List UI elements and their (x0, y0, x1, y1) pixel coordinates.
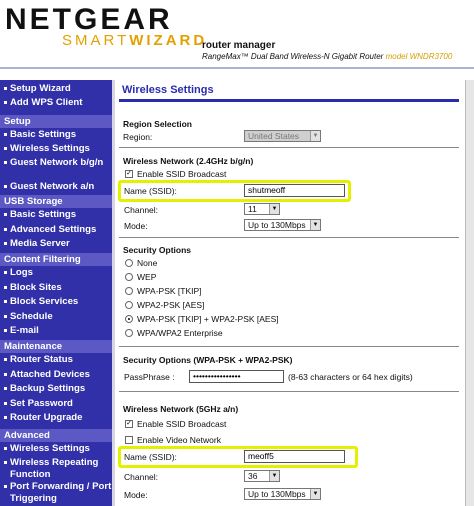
divider (119, 346, 459, 347)
security-wpa2-aes-label: WPA2-PSK [AES] (137, 300, 205, 310)
divider (119, 147, 459, 148)
wn24-mode-select[interactable] (244, 219, 321, 231)
sidebar-item-basic-settings[interactable]: Basic Settings (0, 209, 112, 221)
sidebar-item-router-status[interactable]: Router Status (0, 354, 112, 366)
security-none-radio[interactable] (125, 259, 133, 267)
security-wep-label: WEP (137, 272, 157, 282)
wn24-mode-label: Mode: (124, 221, 148, 231)
wn24-ssid-broadcast-label: Enable SSID Broadcast (137, 169, 227, 179)
wn24-channel-value: 11 (248, 204, 257, 214)
wn24-channel-label: Channel: (124, 205, 159, 215)
sidebar-item-schedule[interactable]: Schedule (0, 311, 112, 323)
sidebar-item-logs[interactable]: Logs (0, 267, 112, 279)
security-wpa-wpa2-label: WPA-PSK [TKIP] + WPA2-PSK [AES] (137, 314, 279, 324)
wn5-ssid-input[interactable]: meoff5 (244, 450, 345, 463)
main-scrollbar[interactable] (465, 80, 474, 506)
sidebar-item-block-services[interactable]: Block Services (0, 296, 112, 308)
sidebar-item-backup-settings[interactable]: Backup Settings (0, 383, 112, 395)
wizard-text: WIZARD (129, 32, 208, 49)
chevron-down-icon: ▼ (310, 489, 320, 499)
main-panel (117, 80, 474, 506)
wn5-video-network-label: Enable Video Network (137, 435, 221, 445)
wn5-heading: Wireless Network (5GHz a/n) (123, 404, 239, 414)
wn5-mode-label: Mode: (124, 490, 148, 500)
security-wpa-tkip-label: WPA-PSK [TKIP] (137, 286, 202, 296)
chevron-down-icon: ▼ (310, 131, 320, 141)
header-divider (0, 67, 474, 69)
sidebar-item-wireless-repeating-function[interactable]: Wireless Repeating Function (0, 457, 112, 481)
passphrase-input[interactable]: •••••••••••••••• (189, 370, 284, 383)
wn24-channel-select[interactable] (244, 203, 280, 215)
region-label: Region: (123, 132, 153, 142)
wn5-channel-select[interactable] (244, 470, 280, 482)
chevron-down-icon: ▼ (310, 220, 320, 230)
security-none-label: None (137, 258, 158, 268)
header (0, 0, 474, 80)
wn24-ssid-label: Name (SSID): (124, 186, 177, 196)
sidebar-item-media-server[interactable]: Media Server (0, 238, 112, 250)
wn5-channel-label: Channel: (124, 472, 159, 482)
subtitle-text: RangeMax™ Dual Band Wireless-N Gigabit Router (202, 52, 384, 61)
sidebar-item-wireless-settings[interactable]: Wireless Settings (0, 143, 112, 155)
title-divider (119, 99, 459, 102)
smartwizard-logo (62, 33, 207, 49)
sidebar-item-router-upgrade[interactable]: Router Upgrade (0, 412, 112, 424)
sidebar-item-attached-devices[interactable]: Attached Devices (0, 369, 112, 381)
divider (119, 391, 459, 392)
sidebar-item-guest-network-b-g-n[interactable]: Guest Network b/g/n (0, 157, 112, 169)
product-name: router manager (202, 40, 276, 51)
wn24-ssid-input[interactable]: shutmeoff (244, 184, 345, 197)
sidebar-item-basic-settings[interactable]: Basic Settings (0, 129, 112, 141)
chevron-down-icon: ▼ (269, 204, 279, 214)
sidebar-section-usb-storage: USB Storage (0, 195, 112, 208)
wn24-heading: Wireless Network (2.4GHz b/g/n) (123, 156, 254, 166)
sidebar-item-wireless-settings[interactable]: Wireless Settings (0, 443, 112, 455)
wn5-ssid-broadcast-label: Enable SSID Broadcast (137, 419, 227, 429)
divider (119, 237, 459, 238)
wn24-mode-value: Up to 130Mbps (248, 220, 306, 230)
security-wpa-tkip-radio[interactable] (125, 287, 133, 295)
security-psk-heading: Security Options (WPA-PSK + WPA2-PSK) (123, 355, 293, 365)
sidebar-item-block-sites[interactable]: Block Sites (0, 282, 112, 294)
smart-text: SMART (62, 32, 130, 49)
wn5-mode-select[interactable] (244, 488, 321, 500)
region-select-value: United States (248, 131, 300, 141)
security-wpa2-aes-radio[interactable] (125, 301, 133, 309)
sidebar-item-add-wps-client[interactable]: Add WPS Client (0, 97, 112, 109)
wn5-mode-value: Up to 130Mbps (248, 489, 306, 499)
security-heading: Security Options (123, 245, 192, 255)
passphrase-label: PassPhrase : (124, 372, 175, 382)
sidebar-item-guest-network-a-n[interactable]: Guest Network a/n (0, 181, 112, 193)
security-enterprise-label: WPA/WPA2 Enterprise (137, 328, 223, 338)
sidebar-item-set-password[interactable]: Set Password (0, 398, 112, 410)
sidebar-item-setup-wizard[interactable]: Setup Wizard (0, 83, 112, 95)
region-select[interactable] (244, 130, 321, 142)
chevron-down-icon: ▼ (269, 471, 279, 481)
sidebar (0, 80, 115, 506)
wn5-video-network-checkbox[interactable] (125, 436, 133, 444)
wn5-channel-value: 36 (248, 471, 258, 481)
wn5-ssid-broadcast-checkbox[interactable]: ✓ (126, 420, 132, 427)
sidebar-section-content-filtering: Content Filtering (0, 253, 112, 266)
security-wpa-wpa2-radio[interactable] (125, 315, 133, 323)
page-title: Wireless Settings (122, 84, 214, 96)
sidebar-item-port-forwarding-port-triggering[interactable]: Port Forwarding / Port Triggering (0, 481, 112, 505)
wn5-ssid-label: Name (SSID): (124, 452, 177, 462)
region-heading: Region Selection (123, 119, 192, 129)
sidebar-item-advanced-settings[interactable]: Advanced Settings (0, 224, 112, 236)
sidebar-item-e-mail[interactable]: E-mail (0, 325, 112, 337)
sidebar-section-maintenance: Maintenance (0, 340, 112, 353)
netgear-logo: NETGEAR (5, 3, 173, 36)
wn24-ssid-broadcast-checkbox[interactable]: ✓ (126, 170, 132, 177)
model-text: model WNDR3700 (385, 52, 453, 61)
security-enterprise-radio[interactable] (125, 329, 133, 337)
passphrase-hint: (8-63 characters or 64 hex digits) (288, 372, 413, 382)
product-subtitle (202, 52, 452, 61)
sidebar-section-advanced: Advanced (0, 429, 112, 442)
sidebar-section-setup: Setup (0, 115, 112, 128)
security-wep-radio[interactable] (125, 273, 133, 281)
